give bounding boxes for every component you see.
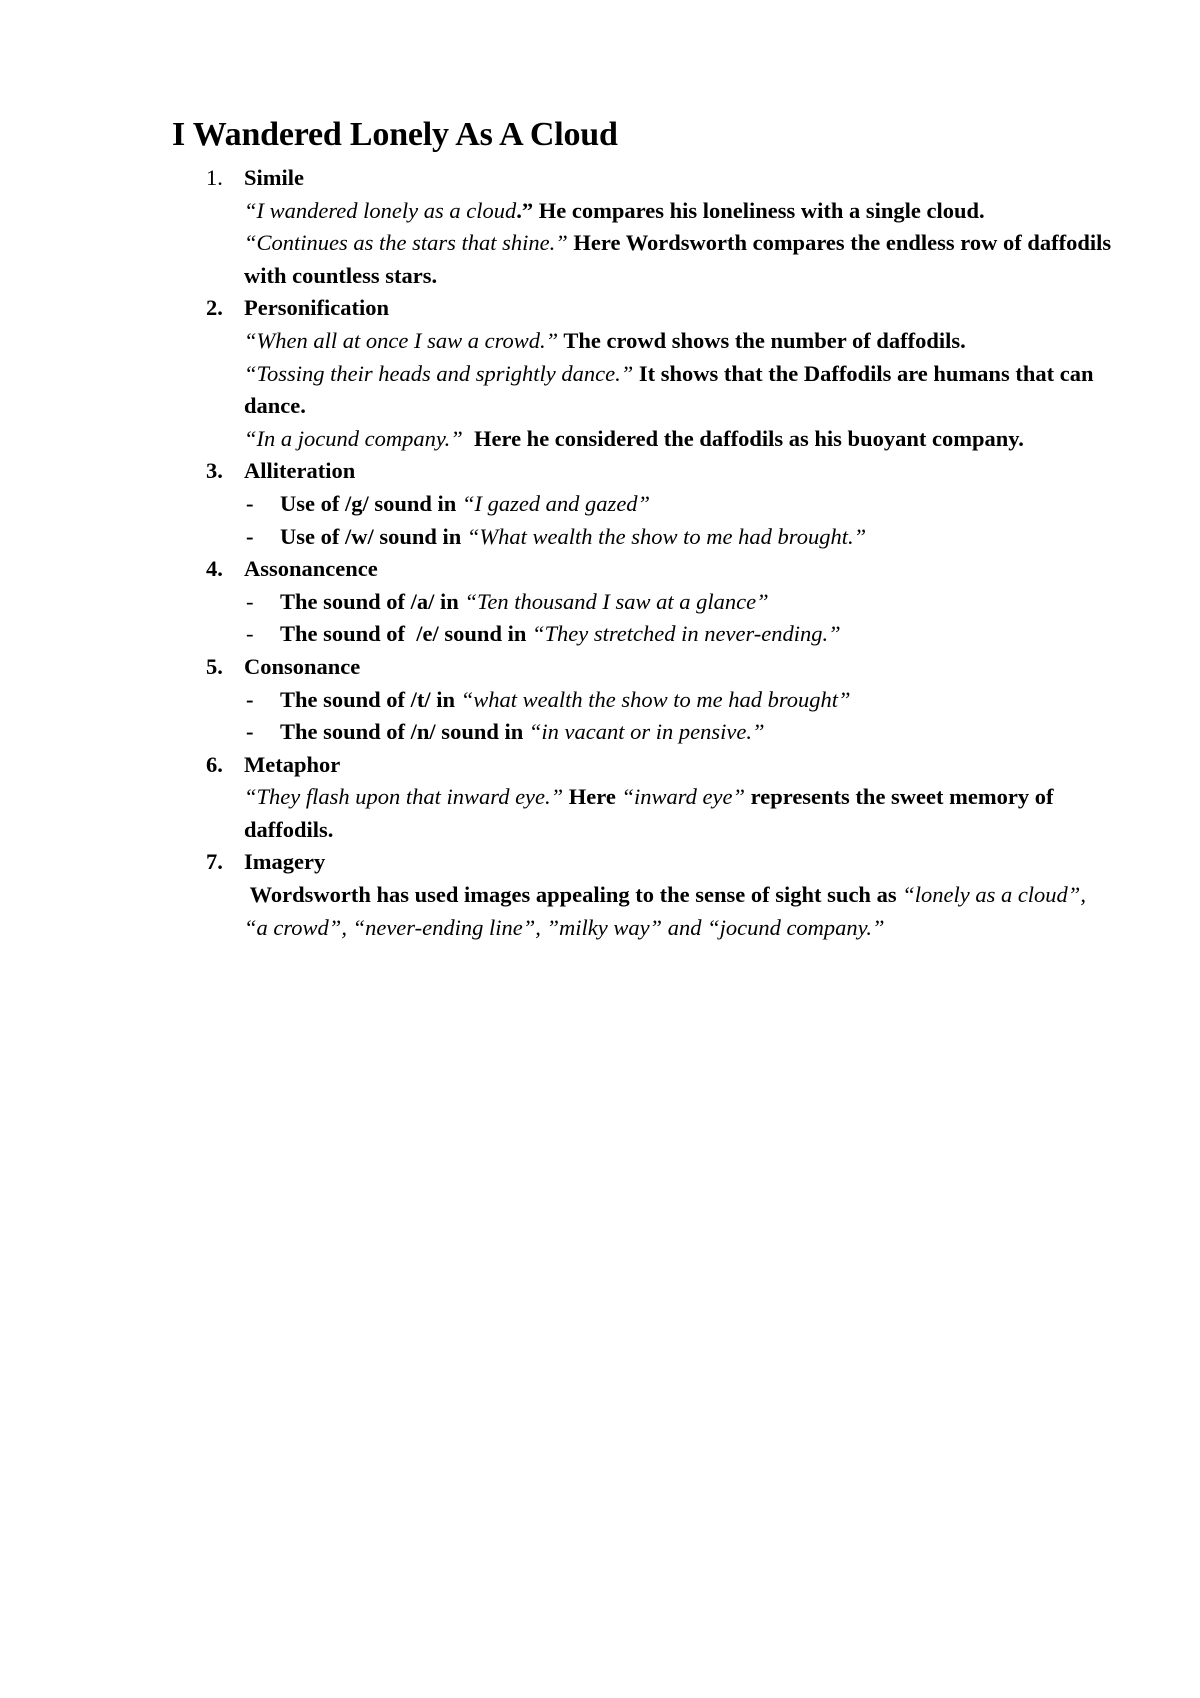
bullet-item xyxy=(244,618,1112,651)
bullet-list xyxy=(244,488,1112,553)
item-heading: Assonancence xyxy=(244,556,378,582)
bullet-item xyxy=(244,586,1112,619)
explanation: represents the sweet memory of daffodils. xyxy=(244,784,1054,842)
bullet-text: The sound of /t/ in xyxy=(280,686,461,712)
bullet-item xyxy=(244,684,1112,717)
bullet-text: Use of /w/ sound in xyxy=(280,523,467,549)
dash-bullet: - xyxy=(246,490,254,516)
explanation: The crowd shows the number of daffodils. xyxy=(558,327,966,353)
item-number: 7. xyxy=(206,849,223,875)
item-number: 6. xyxy=(206,751,223,777)
quote: “lonely as a cloud”, “a crowd”, “never-ending line”, ”milky way” and “jocund company.” xyxy=(244,882,1086,940)
quote: “Tossing their heads and sprightly dance.” xyxy=(244,360,634,386)
item-number: 5. xyxy=(206,653,223,679)
bullet-text: Use of /g/ sound in xyxy=(280,490,462,516)
list-item-consonance xyxy=(172,651,1112,749)
item-line xyxy=(244,879,1112,944)
quote: “Ten thousand I saw at a glance” xyxy=(464,588,769,614)
bullet-list xyxy=(244,586,1112,651)
item-heading: Metaphor xyxy=(244,751,341,777)
bullet-text: The sound of /n/ sound in xyxy=(280,719,529,745)
bullet-text: The sound of /a/ in xyxy=(280,588,465,614)
bullet-list xyxy=(244,684,1112,749)
quote: “They flash upon that inward eye.” xyxy=(244,784,564,810)
item-line xyxy=(244,781,1112,846)
quote: “I wandered lonely as a cloud xyxy=(244,197,517,223)
item-heading: Simile xyxy=(244,165,304,190)
list-item-assonancence xyxy=(172,553,1112,651)
explanation: Here xyxy=(563,784,622,810)
item-number: 1. xyxy=(206,165,223,190)
quote: “In a jocund company.” xyxy=(244,425,463,451)
item-heading: Alliteration xyxy=(244,458,356,484)
list-item-personification xyxy=(172,292,1112,455)
item-line xyxy=(244,195,1112,228)
item-line xyxy=(244,325,1112,358)
item-heading: Consonance xyxy=(244,653,361,679)
quote: “what wealth the show to me had brought” xyxy=(460,686,851,712)
dash-bullet: - xyxy=(246,621,254,647)
dash-bullet: - xyxy=(246,686,254,712)
explanation: Here he considered the daffodils as his buoyant company. xyxy=(462,425,1024,451)
bullet-item xyxy=(244,488,1112,521)
item-number: 2. xyxy=(206,295,223,321)
item-heading: Personification xyxy=(244,295,389,321)
item-number: 3. xyxy=(206,458,223,484)
dash-bullet: - xyxy=(246,719,254,745)
item-line xyxy=(244,227,1112,292)
list-item-alliteration xyxy=(172,455,1112,553)
quote: “in vacant or in pensive.” xyxy=(528,719,765,745)
quote: “They stretched in never-ending.” xyxy=(531,621,841,647)
explanation: He compares his loneliness with a single cloud. xyxy=(533,197,985,223)
list-item-metaphor xyxy=(172,749,1112,847)
quote: “What wealth the show to me had brought.” xyxy=(466,523,867,549)
quote: “When all at once I saw a crowd.” xyxy=(244,327,559,353)
quote: “Continues as the stars that shine.” xyxy=(244,230,568,256)
quote: “inward eye” xyxy=(621,784,746,810)
explanation: It shows that the Daffodils are humans that can dance. xyxy=(244,360,1094,419)
item-line xyxy=(244,358,1112,423)
document-content xyxy=(172,112,1112,944)
dash-bullet: - xyxy=(246,523,254,549)
quote-close: .” xyxy=(516,197,534,223)
dash-bullet: - xyxy=(246,588,254,614)
item-heading: Imagery xyxy=(244,849,326,875)
document-title: I Wandered Lonely As A Cloud xyxy=(172,116,618,153)
explanation: Wordsworth has used images appealing to the sense of sight such as xyxy=(244,882,903,908)
bullet-item xyxy=(244,716,1112,749)
bullet-item xyxy=(244,521,1112,554)
figures-of-speech-list xyxy=(172,162,1112,944)
list-item-imagery xyxy=(172,846,1112,944)
list-item-simile xyxy=(172,162,1112,292)
item-number: 4. xyxy=(206,556,223,582)
bullet-text: The sound of /e/ sound in xyxy=(280,621,532,647)
quote: “I gazed and gazed” xyxy=(461,490,651,516)
explanation: Here Wordsworth compares the endless row of daffodils with countless stars. xyxy=(244,230,1112,288)
item-line xyxy=(244,423,1112,456)
